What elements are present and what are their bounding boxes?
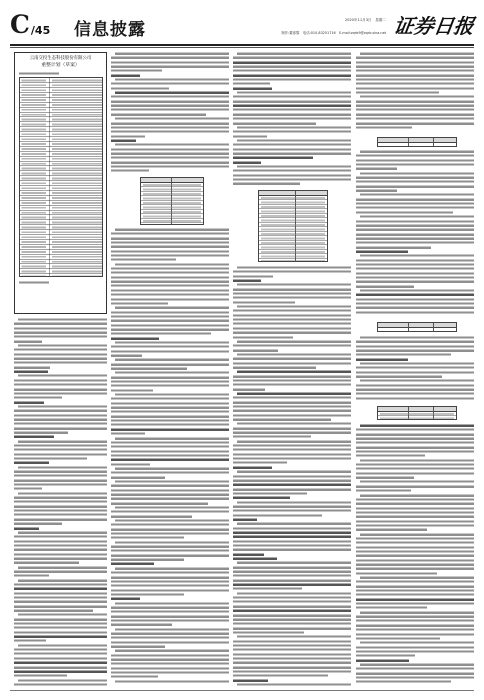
column-3-table: [258, 190, 328, 262]
body-column-4-upper: [356, 52, 474, 134]
page-code: [10, 12, 50, 38]
body-column-3-upper: [233, 52, 351, 188]
newspaper-logo: 证券日报: [392, 14, 476, 38]
body-column-2-upper: [111, 52, 229, 175]
body-column-2-lower: [111, 228, 229, 688]
issue-date: 2020年11月3日 星期二: [344, 18, 386, 22]
body-column-4-lower: [356, 336, 474, 404]
column-4-table-2: [377, 322, 457, 332]
announcement-document-title: 重整计划（草案）: [41, 63, 80, 68]
masthead-rule-thick: [10, 44, 474, 46]
page-letter: C: [10, 10, 30, 39]
section-title: 信息披露: [74, 20, 146, 40]
column-4-table-1: [377, 137, 457, 147]
column-4-table-3: [377, 406, 457, 420]
announcement-table: [19, 77, 103, 277]
body-column-3-lower: [233, 266, 351, 688]
announcement-intro: [19, 72, 59, 76]
page-bottom-rule: [10, 690, 474, 691]
body-column-4-middle: [356, 150, 474, 318]
page-number: /45: [30, 24, 51, 37]
announcement-company-name: 云南交投生态科技股份有限公司: [29, 56, 92, 61]
body-column-4-bottom: [356, 424, 474, 688]
masthead-rule-thin: [10, 47, 474, 48]
body-column-1: [14, 318, 107, 688]
editor-contact-line: 制作:董寒黎 电话:010-83251716 E-mail:zqrb9@zqrb.sina.net: [281, 31, 386, 35]
masthead: [10, 10, 474, 44]
announcement-notes: [19, 281, 103, 285]
column-2-table: [140, 177, 204, 225]
announcement-box: [14, 52, 107, 314]
